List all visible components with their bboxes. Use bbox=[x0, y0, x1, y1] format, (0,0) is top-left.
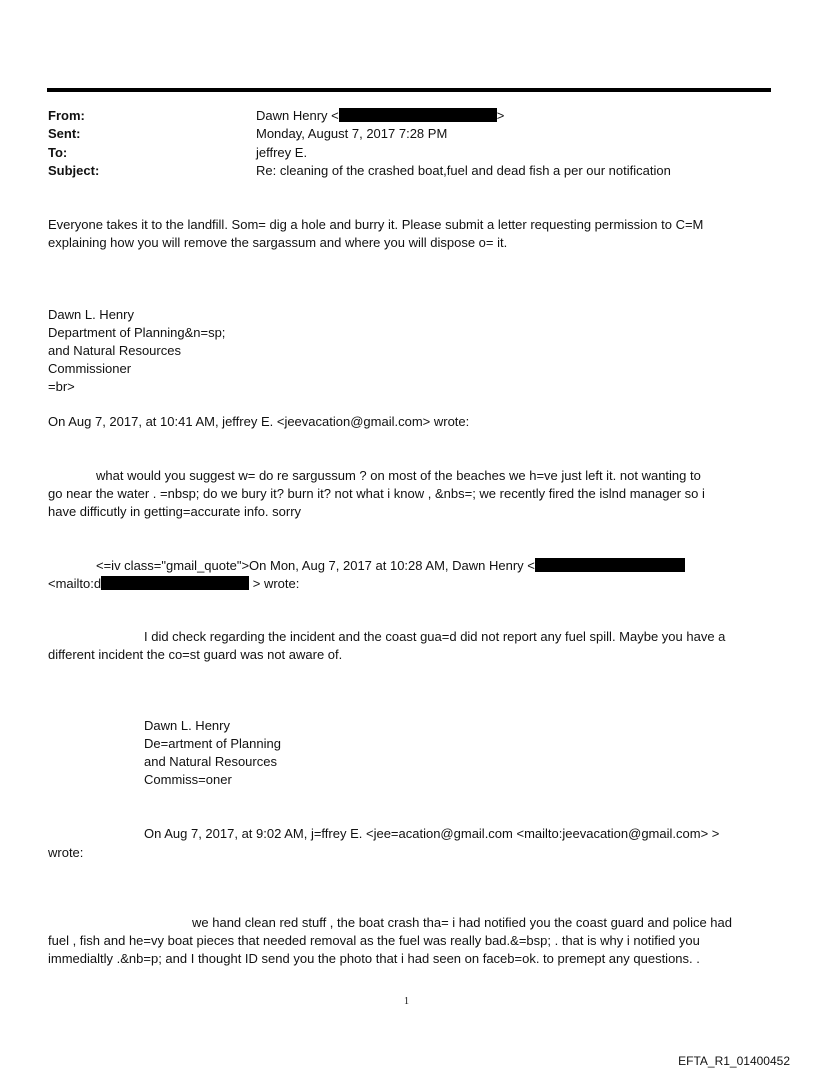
bates-number: EFTA_R1_01400452 bbox=[678, 1054, 790, 1068]
subject-label: Subject: bbox=[48, 163, 100, 178]
subject-value: Re: cleaning of the crashed boat,fuel and dead fish a per our notification bbox=[256, 163, 671, 178]
body-line: I did check regarding the incident and the coast gua=d did not report any fuel spill. Maybe you have a bbox=[144, 629, 726, 644]
quote-header-line bbox=[96, 558, 685, 573]
body-line: explaining how you will remove the sargassum and where you will dispose o= it. bbox=[48, 235, 508, 250]
from-label: From: bbox=[48, 108, 85, 123]
redaction-box bbox=[535, 558, 685, 572]
quote-header-text: <=iv class="gmail_quote">On Mon, Aug 7, 2017 at 10:28 AM, Dawn Henry < bbox=[96, 558, 535, 573]
to-label: To: bbox=[48, 145, 68, 160]
body-line: we hand clean red stuff , the boat crash tha= i had notified you the coast guard and police had bbox=[192, 915, 732, 930]
body-line: Everyone takes it to the landfill. Som= dig a hole and burry it. Please submit a letter requesting permission to C=M bbox=[48, 217, 704, 232]
signature-line: Department of Planning&n=sp; bbox=[48, 325, 226, 340]
body-line: different incident the co=st guard was not aware of. bbox=[48, 647, 343, 662]
quote-intro: On Aug 7, 2017, at 10:41 AM, jeffrey E. <jeevacation@gmail.com> wrote: bbox=[48, 414, 470, 429]
quote-header-line bbox=[48, 576, 299, 591]
signature-line: Commissioner bbox=[48, 361, 132, 376]
quote-intro: wrote: bbox=[48, 845, 84, 860]
body-line: immedialtly .&nb=p; and I thought ID send you the photo that i had seen on faceb=ok. to premept any questions. . bbox=[48, 951, 700, 966]
quote-mailto-text: <mailto:d bbox=[48, 576, 102, 591]
signature-line: Dawn L. Henry bbox=[48, 307, 134, 322]
signature-line: Dawn L. Henry bbox=[144, 718, 230, 733]
to-value: jeffrey E. bbox=[256, 145, 308, 160]
page-number: 1 bbox=[404, 996, 409, 1007]
signature-line: and Natural Resources bbox=[144, 754, 277, 769]
quote-wrote-text: > wrote: bbox=[252, 576, 300, 591]
body-line: have difficutly in getting=accurate info. sorry bbox=[48, 504, 302, 519]
body-line: go near the water . =nbsp; do we bury it? burn it? not what i know , &nbs=; we recently fired the islnd manager so i bbox=[48, 486, 705, 501]
from-close: > bbox=[496, 108, 505, 123]
sent-label: Sent: bbox=[48, 126, 81, 141]
from-value bbox=[256, 108, 504, 123]
sent-value: Monday, August 7, 2017 7:28 PM bbox=[256, 126, 448, 141]
signature-line: De=artment of Planning bbox=[144, 736, 281, 751]
body-line: what would you suggest w= do re sargussum ? on most of the beaches we h=ve just left it. not wanting to bbox=[96, 468, 701, 483]
quote-intro: On Aug 7, 2017, at 9:02 AM, j=ffrey E. <jee=acation@gmail.com <mailto:jeevacation@gmail.com> > bbox=[144, 826, 720, 841]
redaction-box bbox=[101, 576, 249, 590]
signature-line: and Natural Resources bbox=[48, 343, 181, 358]
body-line: fuel , fish and he=vy boat pieces that needed removal as the fuel was really bad.&=bsp; . that is why i notified you bbox=[48, 933, 700, 948]
signature-line: Commiss=oner bbox=[144, 772, 232, 787]
redaction-box bbox=[339, 108, 497, 122]
from-name: Dawn Henry < bbox=[256, 108, 339, 123]
signature-line: =br> bbox=[48, 379, 75, 394]
header-rule bbox=[47, 88, 771, 92]
